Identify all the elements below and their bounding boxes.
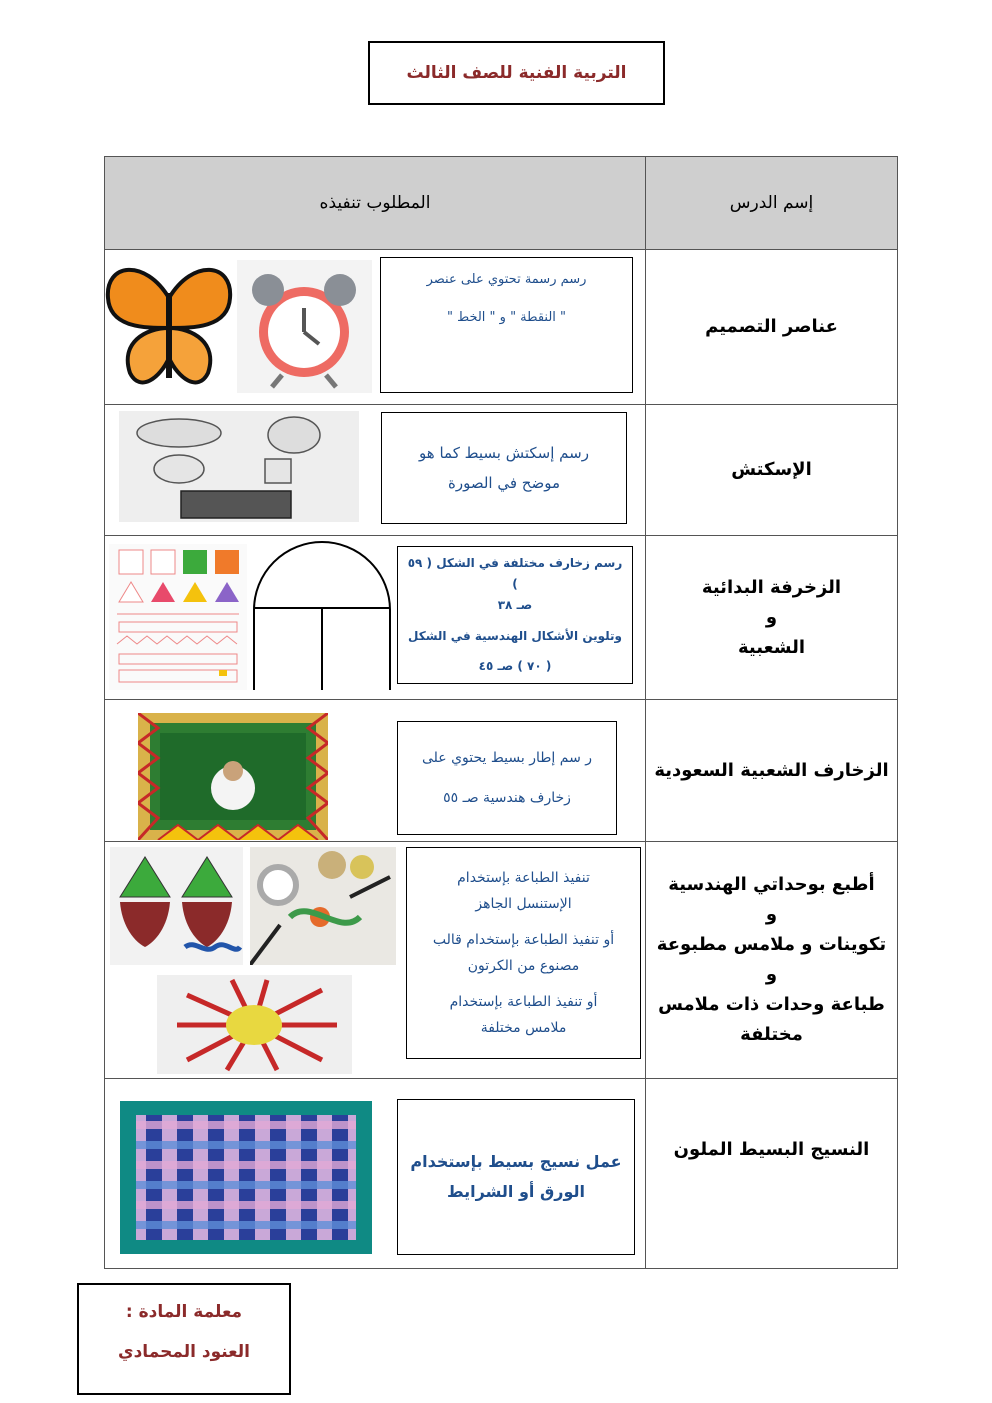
- lesson-line: تكوينات و ملامس مطبوعة: [656, 934, 887, 955]
- arch-window-image: [250, 540, 395, 690]
- table-row: [105, 842, 898, 1079]
- lesson-line: مختلفة: [740, 1024, 803, 1045]
- lesson-header: إسم الدرس: [646, 157, 898, 250]
- lesson-name-cell: [646, 842, 898, 1079]
- lessons-table: [104, 156, 898, 1269]
- lesson-line: عناصر التصميم: [705, 316, 838, 337]
- task-box: [380, 257, 633, 393]
- task-line: ر سم إطار بسيط يحتوي على: [421, 750, 593, 766]
- lesson-line: و: [765, 606, 778, 628]
- task-line: موضح في الصورة: [448, 474, 561, 492]
- teacher-signature-box: [77, 1283, 291, 1395]
- task-line: ملامس مختلفة: [480, 1020, 567, 1036]
- task-cell: [105, 1079, 646, 1269]
- task-line: ( ٧٠ ) صـ ٤٥: [478, 659, 552, 673]
- lesson-name-cell: [646, 250, 898, 405]
- task-line: أو تنفيذ الطباعة بإستخدام قالب: [432, 932, 615, 948]
- lesson-line: و: [765, 964, 778, 985]
- task-line: زخارف هندسية صـ ٥٥: [443, 790, 571, 806]
- task-box: [381, 412, 627, 524]
- table-row: [105, 1079, 898, 1269]
- lesson-name-cell: [646, 536, 898, 700]
- task-line: " النقطة " و " الخط ": [447, 310, 566, 325]
- table-row: [105, 250, 898, 405]
- butterfly-image: [105, 258, 233, 398]
- task-line: الورق أو الشرايط: [447, 1182, 585, 1201]
- teacher-label: معلمة المادة :: [125, 1302, 243, 1322]
- table-row: [105, 536, 898, 700]
- lesson-line: أطبع بوحداتي الهندسية: [668, 874, 875, 895]
- task-line: رسم رسمة تحتوي على عنصر: [426, 272, 587, 287]
- page-title: التربية الفنية للصف الثالث: [368, 41, 665, 105]
- task-cell: [105, 536, 646, 700]
- alarm-clock-image: [237, 260, 372, 393]
- lesson-line: طباعة وحدات ذات ملامس: [658, 994, 885, 1015]
- lesson-line: الإسكتش: [731, 459, 812, 480]
- table-row: [105, 700, 898, 842]
- task-line: رسم إسكتش بسيط كما هو: [419, 444, 589, 462]
- lesson-line: الشعبية: [737, 636, 806, 658]
- task-header: المطلوب تنفيذه: [105, 157, 646, 250]
- lesson-line: و: [765, 904, 778, 925]
- sketch-image: [119, 411, 359, 522]
- cardboard-stamp-image: [110, 847, 243, 965]
- table-row: [105, 405, 898, 536]
- teacher-name: العنود المحمادي: [118, 1342, 250, 1362]
- task-line: الإستنسل الجاهز: [475, 896, 572, 912]
- task-box: [397, 721, 617, 835]
- stencil-painting-image: [250, 847, 396, 965]
- task-line: أو تنفيذ الطباعة بإستخدام: [449, 994, 598, 1010]
- task-line: صـ ٣٨: [497, 598, 533, 612]
- task-cell: [105, 405, 646, 536]
- task-cell: [105, 250, 646, 405]
- decorated-frame-image: [138, 713, 328, 840]
- task-line: مصنوع من الكرتون: [467, 958, 580, 974]
- task-line: عمل نسيج بسيط بإستخدام: [410, 1152, 622, 1171]
- task-cell: [105, 842, 646, 1079]
- task-box: [397, 546, 633, 684]
- lesson-line: الزخارف الشعبية السعودية: [654, 759, 889, 781]
- lesson-line: النسيج البسيط الملون: [673, 1139, 870, 1160]
- lesson-name-cell: [646, 405, 898, 536]
- table-header-row: [105, 157, 898, 250]
- lesson-name-cell: [646, 1079, 898, 1269]
- task-cell: [105, 700, 646, 842]
- lesson-line: الزخرفة البدائية: [701, 576, 842, 598]
- geometric-shapes-image: [109, 544, 247, 690]
- task-line: رسم زخارف مختلفة في الشكل ( ٥٩ ): [407, 556, 623, 591]
- task-line: تنفيذ الطباعة بإستخدام: [457, 870, 590, 886]
- weaving-image: [120, 1101, 372, 1254]
- task-line: وتلوين الأشكال الهندسية في الشكل: [408, 628, 623, 643]
- lesson-name-cell: [646, 700, 898, 842]
- sun-print-image: [157, 975, 352, 1074]
- task-box: [397, 1099, 635, 1255]
- task-box: [406, 847, 641, 1059]
